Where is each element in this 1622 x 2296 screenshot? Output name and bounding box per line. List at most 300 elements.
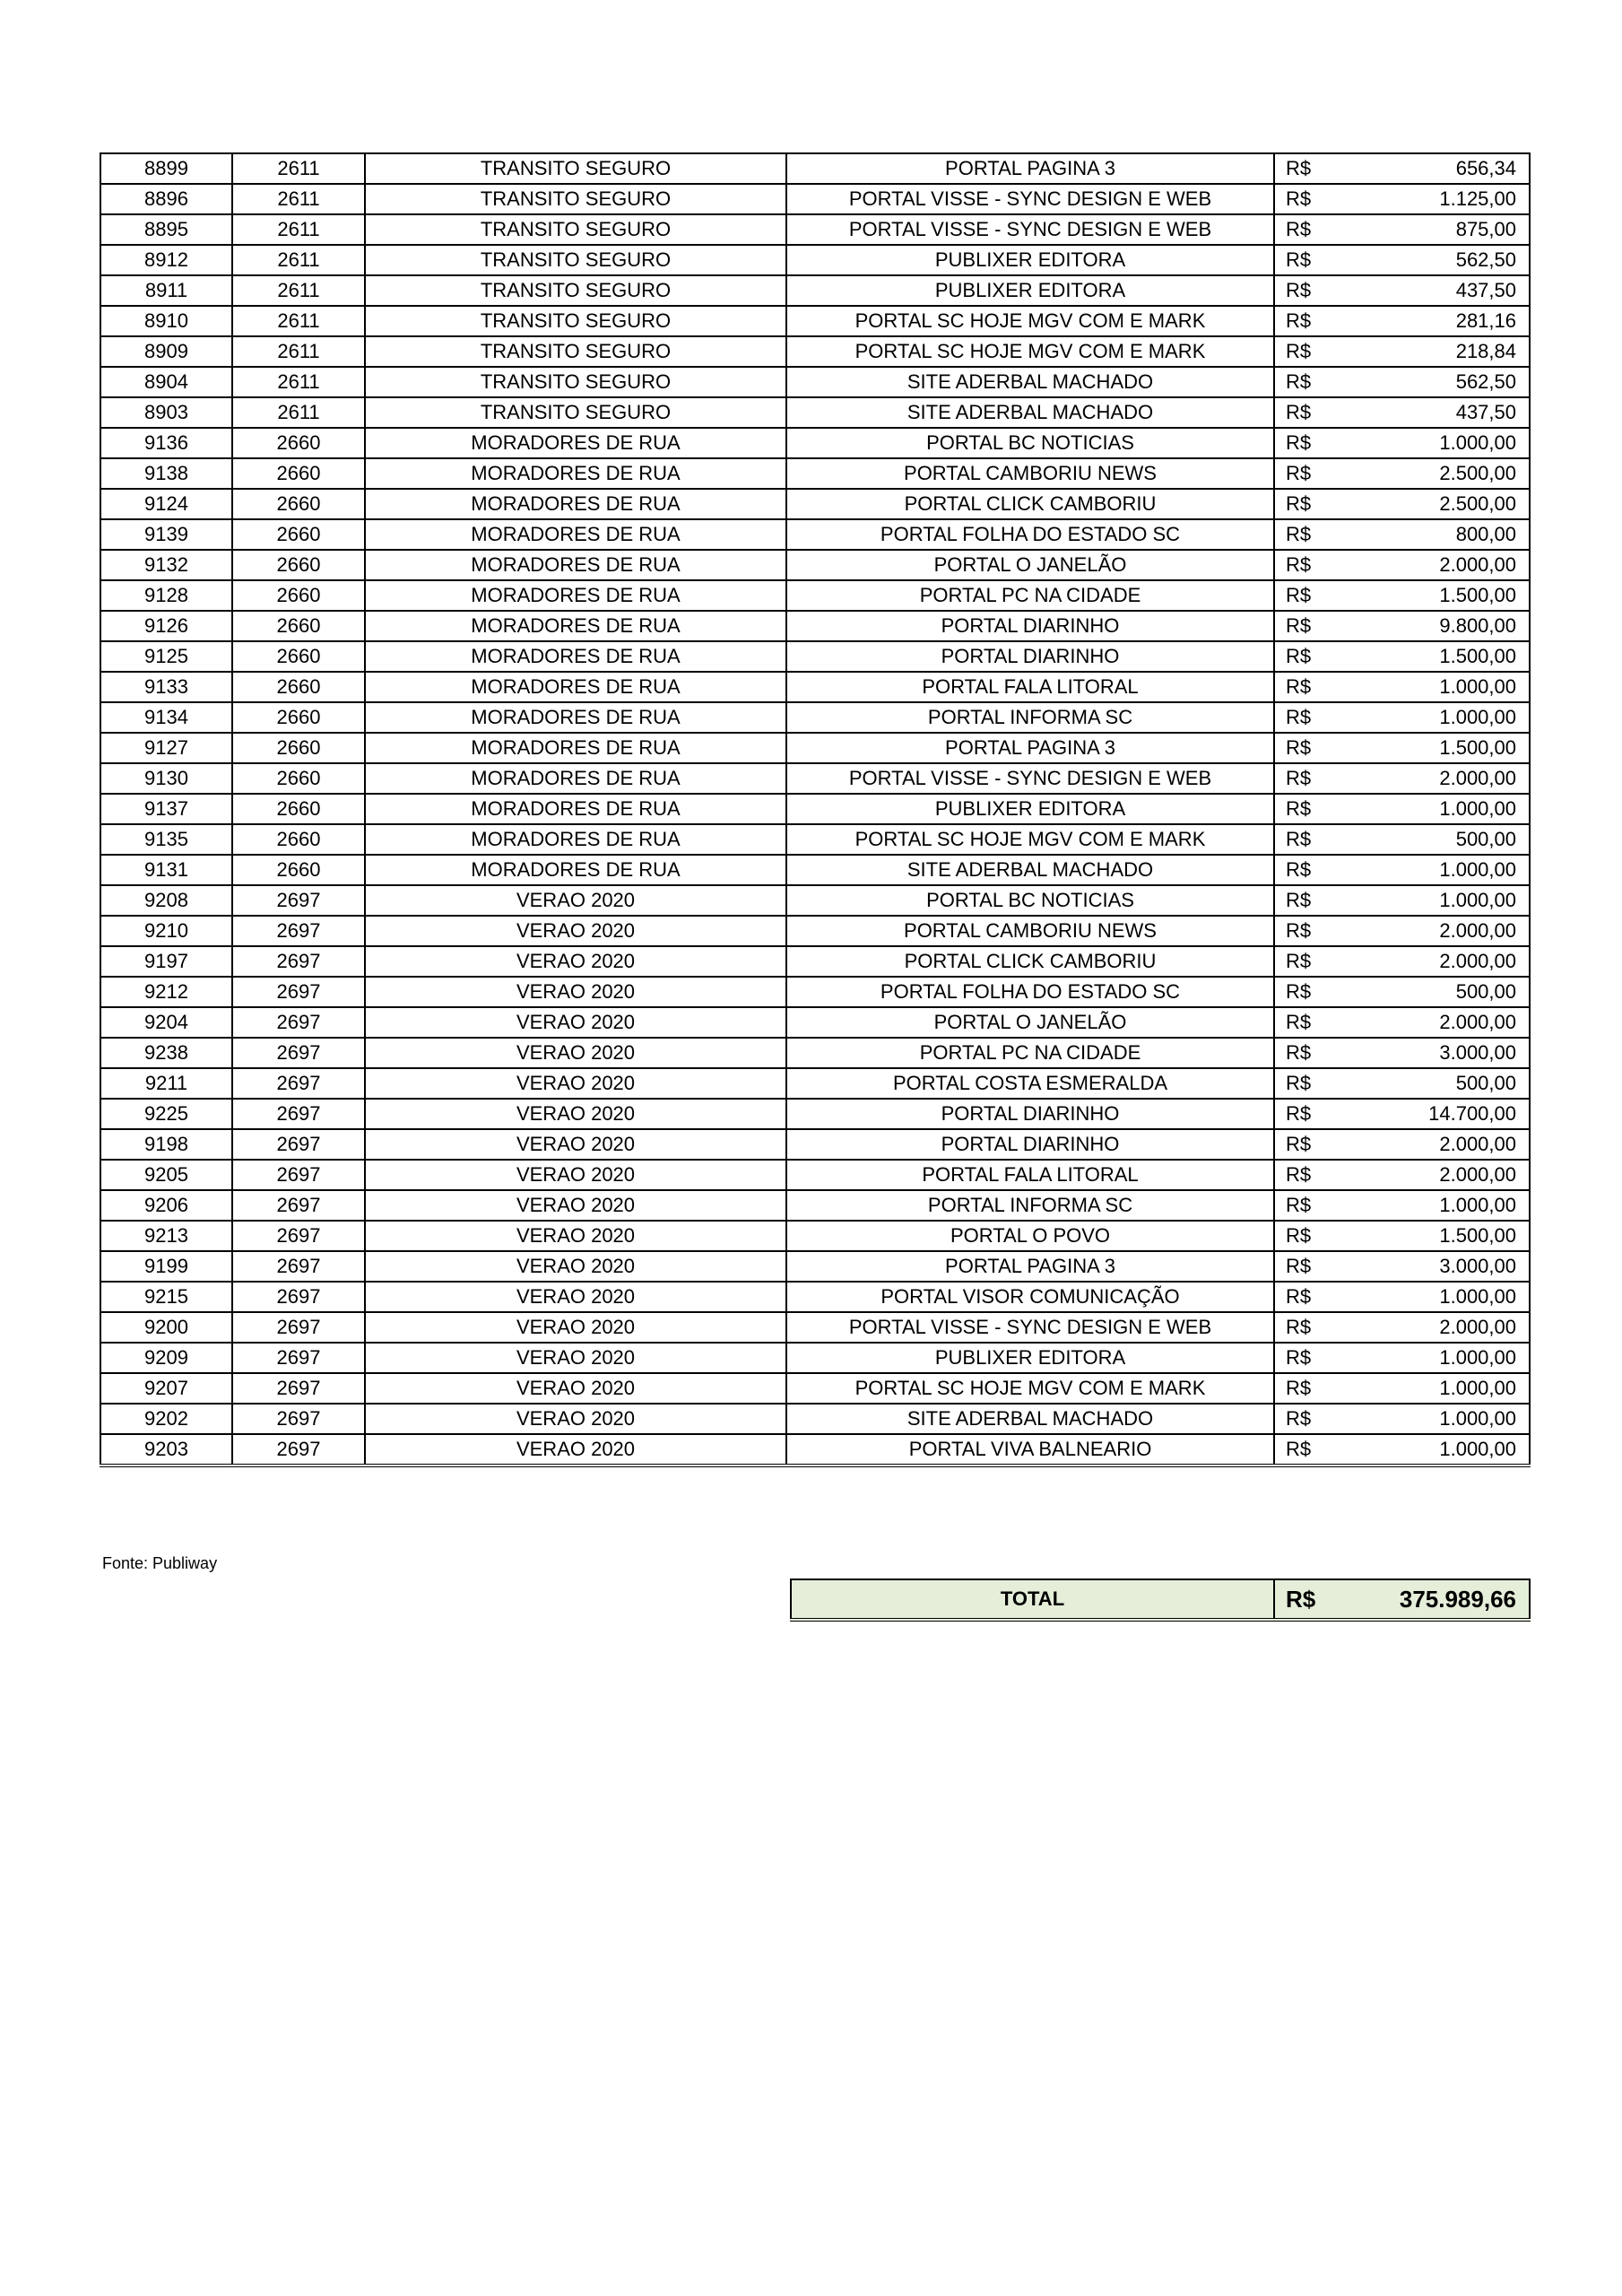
cell-id: 9198 <box>100 1129 232 1160</box>
cell-id: 8895 <box>100 214 232 245</box>
cell-code: 2660 <box>232 824 365 855</box>
total-amount: 375.989,66 <box>1350 1579 1530 1620</box>
table-row <box>100 1404 1530 1434</box>
cell-amount: 2.000,00 <box>1350 1129 1530 1160</box>
cell-currency: R$ <box>1274 824 1350 855</box>
cell-amount: 281,16 <box>1350 306 1530 336</box>
cell-vehicle: PORTAL FOLHA DO ESTADO SC <box>786 977 1274 1007</box>
cell-code: 2611 <box>232 153 365 184</box>
cell-amount: 218,84 <box>1350 336 1530 367</box>
cell-currency: R$ <box>1274 1343 1350 1373</box>
cell-code: 2611 <box>232 397 365 428</box>
cell-vehicle: PORTAL DIARINHO <box>786 1129 1274 1160</box>
total-row <box>791 1579 1530 1620</box>
cell-vehicle: PUBLIXER EDITORA <box>786 275 1274 306</box>
cell-id: 8910 <box>100 306 232 336</box>
table-row <box>100 824 1530 855</box>
cell-id: 9202 <box>100 1404 232 1434</box>
cell-campaign: TRANSITO SEGURO <box>365 153 786 184</box>
table-row <box>100 885 1530 916</box>
cell-vehicle: SITE ADERBAL MACHADO <box>786 397 1274 428</box>
cell-currency: R$ <box>1274 1404 1350 1434</box>
cell-campaign: VERAO 2020 <box>365 1129 786 1160</box>
cell-amount: 437,50 <box>1350 275 1530 306</box>
cell-amount: 1.000,00 <box>1350 1373 1530 1404</box>
table-row <box>100 428 1530 458</box>
cell-campaign: TRANSITO SEGURO <box>365 275 786 306</box>
cell-vehicle: PORTAL INFORMA SC <box>786 702 1274 733</box>
table-row <box>100 1099 1530 1129</box>
cell-amount: 1.500,00 <box>1350 580 1530 611</box>
cell-amount: 1.000,00 <box>1350 1190 1530 1221</box>
cell-code: 2660 <box>232 794 365 824</box>
cell-code: 2697 <box>232 977 365 1007</box>
table-row <box>100 1251 1530 1282</box>
cell-amount: 2.000,00 <box>1350 1160 1530 1190</box>
cell-amount: 1.000,00 <box>1350 1434 1530 1465</box>
cell-campaign: VERAO 2020 <box>365 1221 786 1251</box>
cell-id: 9204 <box>100 1007 232 1038</box>
cell-currency: R$ <box>1274 184 1350 214</box>
table-row <box>100 946 1530 977</box>
cell-code: 2697 <box>232 1282 365 1312</box>
cell-campaign: VERAO 2020 <box>365 1312 786 1343</box>
cell-campaign: TRANSITO SEGURO <box>365 214 786 245</box>
cell-vehicle: PORTAL CAMBORIU NEWS <box>786 916 1274 946</box>
cell-currency: R$ <box>1274 1160 1350 1190</box>
cell-vehicle: PORTAL O JANELÃO <box>786 550 1274 580</box>
table-row <box>100 336 1530 367</box>
cell-amount: 9.800,00 <box>1350 611 1530 641</box>
total-label: TOTAL <box>791 1579 1274 1620</box>
cell-amount: 2.500,00 <box>1350 489 1530 519</box>
cell-id: 9134 <box>100 702 232 733</box>
cell-code: 2660 <box>232 489 365 519</box>
cell-id: 8912 <box>100 245 232 275</box>
cell-amount: 1.500,00 <box>1350 641 1530 672</box>
cell-campaign: VERAO 2020 <box>365 1434 786 1465</box>
cell-code: 2660 <box>232 550 365 580</box>
cell-amount: 1.000,00 <box>1350 702 1530 733</box>
cell-amount: 2.000,00 <box>1350 1312 1530 1343</box>
cell-id: 8911 <box>100 275 232 306</box>
source-note: Fonte: Publiway <box>102 1554 218 1572</box>
cell-currency: R$ <box>1274 1434 1350 1465</box>
cell-currency: R$ <box>1274 1282 1350 1312</box>
cell-campaign: VERAO 2020 <box>365 1343 786 1373</box>
cell-currency: R$ <box>1274 1312 1350 1343</box>
cell-code: 2660 <box>232 855 365 885</box>
cell-currency: R$ <box>1274 367 1350 397</box>
cell-currency: R$ <box>1274 580 1350 611</box>
cell-code: 2611 <box>232 336 365 367</box>
cell-currency: R$ <box>1274 1251 1350 1282</box>
cell-id: 9210 <box>100 916 232 946</box>
table-row <box>100 1434 1530 1465</box>
cell-campaign: MORADORES DE RUA <box>365 580 786 611</box>
cell-campaign: VERAO 2020 <box>365 1282 786 1312</box>
cell-vehicle: PORTAL FALA LITORAL <box>786 672 1274 702</box>
cell-vehicle: PORTAL VISOR COMUNICAÇÃO <box>786 1282 1274 1312</box>
cell-campaign: MORADORES DE RUA <box>365 489 786 519</box>
cell-code: 2611 <box>232 306 365 336</box>
cell-vehicle: PORTAL BC NOTICIAS <box>786 885 1274 916</box>
cell-id: 9206 <box>100 1190 232 1221</box>
cell-code: 2660 <box>232 519 365 550</box>
cell-campaign: MORADORES DE RUA <box>365 702 786 733</box>
cell-campaign: MORADORES DE RUA <box>365 794 786 824</box>
cell-amount: 2.000,00 <box>1350 916 1530 946</box>
cell-campaign: MORADORES DE RUA <box>365 641 786 672</box>
cell-id: 9135 <box>100 824 232 855</box>
cell-currency: R$ <box>1274 336 1350 367</box>
cell-vehicle: PORTAL VIVA BALNEARIO <box>786 1434 1274 1465</box>
table-row <box>100 641 1530 672</box>
cell-currency: R$ <box>1274 977 1350 1007</box>
cell-id: 8909 <box>100 336 232 367</box>
cell-vehicle: PORTAL VISSE - SYNC DESIGN E WEB <box>786 184 1274 214</box>
cell-currency: R$ <box>1274 1221 1350 1251</box>
cell-campaign: MORADORES DE RUA <box>365 519 786 550</box>
cell-id: 9128 <box>100 580 232 611</box>
cell-amount: 1.000,00 <box>1350 672 1530 702</box>
cell-id: 9125 <box>100 641 232 672</box>
table-row <box>100 184 1530 214</box>
cell-amount: 1.000,00 <box>1350 1343 1530 1373</box>
cell-code: 2697 <box>232 1160 365 1190</box>
cell-campaign: VERAO 2020 <box>365 1160 786 1190</box>
table-row <box>100 1007 1530 1038</box>
cell-code: 2660 <box>232 580 365 611</box>
cell-currency: R$ <box>1274 794 1350 824</box>
cell-currency: R$ <box>1274 397 1350 428</box>
cell-id: 8903 <box>100 397 232 428</box>
cell-vehicle: PORTAL CAMBORIU NEWS <box>786 458 1274 489</box>
cell-code: 2697 <box>232 1404 365 1434</box>
cell-vehicle: PORTAL DIARINHO <box>786 1099 1274 1129</box>
table-row <box>100 306 1530 336</box>
cell-vehicle: PORTAL CLICK CAMBORIU <box>786 489 1274 519</box>
cell-id: 9208 <box>100 885 232 916</box>
cell-id: 9213 <box>100 1221 232 1251</box>
cell-code: 2697 <box>232 1221 365 1251</box>
cell-id: 9199 <box>100 1251 232 1282</box>
cell-amount: 2.000,00 <box>1350 1007 1530 1038</box>
cell-vehicle: PUBLIXER EDITORA <box>786 1343 1274 1373</box>
cell-currency: R$ <box>1274 672 1350 702</box>
cell-currency: R$ <box>1274 1373 1350 1404</box>
cell-amount: 500,00 <box>1350 824 1530 855</box>
cell-currency: R$ <box>1274 1190 1350 1221</box>
cell-code: 2697 <box>232 916 365 946</box>
table-row <box>100 580 1530 611</box>
cell-vehicle: PORTAL SC HOJE MGV COM E MARK <box>786 336 1274 367</box>
cell-id: 9215 <box>100 1282 232 1312</box>
cell-id: 9209 <box>100 1343 232 1373</box>
table-row <box>100 1343 1530 1373</box>
cell-vehicle: PORTAL COSTA ESMERALDA <box>786 1068 1274 1099</box>
total-table <box>790 1578 1531 1622</box>
cell-amount: 1.000,00 <box>1350 855 1530 885</box>
cell-code: 2697 <box>232 946 365 977</box>
cell-vehicle: PORTAL SC HOJE MGV COM E MARK <box>786 1373 1274 1404</box>
cell-id: 9136 <box>100 428 232 458</box>
table-row <box>100 672 1530 702</box>
cell-vehicle: PUBLIXER EDITORA <box>786 245 1274 275</box>
cell-code: 2697 <box>232 1038 365 1068</box>
cell-code: 2697 <box>232 1373 365 1404</box>
cell-amount: 2.000,00 <box>1350 946 1530 977</box>
cell-id: 8904 <box>100 367 232 397</box>
table-row <box>100 763 1530 794</box>
cell-id: 9205 <box>100 1160 232 1190</box>
cell-amount: 2.000,00 <box>1350 763 1530 794</box>
cell-vehicle: PORTAL PAGINA 3 <box>786 1251 1274 1282</box>
cell-code: 2697 <box>232 1099 365 1129</box>
cell-currency: R$ <box>1274 458 1350 489</box>
cell-id: 9238 <box>100 1038 232 1068</box>
cell-code: 2697 <box>232 885 365 916</box>
cell-currency: R$ <box>1274 214 1350 245</box>
cell-currency: R$ <box>1274 702 1350 733</box>
cell-currency: R$ <box>1274 763 1350 794</box>
cell-campaign: VERAO 2020 <box>365 1038 786 1068</box>
cell-code: 2697 <box>232 1190 365 1221</box>
table-row <box>100 611 1530 641</box>
cell-vehicle: PORTAL O POVO <box>786 1221 1274 1251</box>
cell-currency: R$ <box>1274 1099 1350 1129</box>
cell-campaign: TRANSITO SEGURO <box>365 306 786 336</box>
cell-id: 9131 <box>100 855 232 885</box>
table-row <box>100 458 1530 489</box>
cell-amount: 500,00 <box>1350 1068 1530 1099</box>
cell-currency: R$ <box>1274 641 1350 672</box>
cell-campaign: MORADORES DE RUA <box>365 550 786 580</box>
cell-campaign: TRANSITO SEGURO <box>365 367 786 397</box>
cell-code: 2660 <box>232 672 365 702</box>
cell-code: 2611 <box>232 245 365 275</box>
table-row <box>100 1038 1530 1068</box>
cell-vehicle: PORTAL VISSE - SYNC DESIGN E WEB <box>786 214 1274 245</box>
cell-vehicle: PORTAL BC NOTICIAS <box>786 428 1274 458</box>
table-row <box>100 214 1530 245</box>
cell-campaign: VERAO 2020 <box>365 885 786 916</box>
cell-campaign: MORADORES DE RUA <box>365 763 786 794</box>
cell-id: 9197 <box>100 946 232 977</box>
cell-code: 2660 <box>232 641 365 672</box>
cell-id: 9126 <box>100 611 232 641</box>
cell-campaign: MORADORES DE RUA <box>365 458 786 489</box>
cell-amount: 562,50 <box>1350 245 1530 275</box>
cell-currency: R$ <box>1274 885 1350 916</box>
cell-currency: R$ <box>1274 550 1350 580</box>
cell-amount: 562,50 <box>1350 367 1530 397</box>
cell-id: 9138 <box>100 458 232 489</box>
table-row <box>100 1190 1530 1221</box>
table-row <box>100 489 1530 519</box>
table-row <box>100 1160 1530 1190</box>
cell-vehicle: PORTAL CLICK CAMBORIU <box>786 946 1274 977</box>
cell-currency: R$ <box>1274 428 1350 458</box>
cell-code: 2697 <box>232 1129 365 1160</box>
table-row <box>100 733 1530 763</box>
table-row <box>100 1068 1530 1099</box>
cell-vehicle: PORTAL SC HOJE MGV COM E MARK <box>786 824 1274 855</box>
media-expense-table <box>100 152 1531 1467</box>
cell-campaign: MORADORES DE RUA <box>365 672 786 702</box>
cell-currency: R$ <box>1274 733 1350 763</box>
cell-amount: 437,50 <box>1350 397 1530 428</box>
cell-amount: 1.500,00 <box>1350 1221 1530 1251</box>
cell-currency: R$ <box>1274 306 1350 336</box>
cell-code: 2697 <box>232 1312 365 1343</box>
cell-code: 2697 <box>232 1343 365 1373</box>
cell-campaign: TRANSITO SEGURO <box>365 245 786 275</box>
table-row <box>100 153 1530 184</box>
cell-amount: 1.000,00 <box>1350 794 1530 824</box>
cell-id: 9225 <box>100 1099 232 1129</box>
cell-currency: R$ <box>1274 855 1350 885</box>
cell-campaign: VERAO 2020 <box>365 1251 786 1282</box>
cell-campaign: MORADORES DE RUA <box>365 733 786 763</box>
cell-code: 2660 <box>232 458 365 489</box>
cell-id: 9200 <box>100 1312 232 1343</box>
cell-id: 9127 <box>100 733 232 763</box>
cell-code: 2611 <box>232 275 365 306</box>
cell-code: 2697 <box>232 1007 365 1038</box>
cell-amount: 2.000,00 <box>1350 550 1530 580</box>
cell-id: 9211 <box>100 1068 232 1099</box>
cell-campaign: MORADORES DE RUA <box>365 824 786 855</box>
cell-vehicle: SITE ADERBAL MACHADO <box>786 1404 1274 1434</box>
table-row <box>100 855 1530 885</box>
cell-id: 9133 <box>100 672 232 702</box>
cell-code: 2660 <box>232 611 365 641</box>
table-row <box>100 794 1530 824</box>
cell-vehicle: PORTAL INFORMA SC <box>786 1190 1274 1221</box>
cell-amount: 14.700,00 <box>1350 1099 1530 1129</box>
cell-amount: 1.500,00 <box>1350 733 1530 763</box>
cell-id: 8899 <box>100 153 232 184</box>
cell-vehicle: PORTAL DIARINHO <box>786 611 1274 641</box>
cell-vehicle: PORTAL DIARINHO <box>786 641 1274 672</box>
cell-code: 2660 <box>232 763 365 794</box>
table-row <box>100 397 1530 428</box>
cell-vehicle: PORTAL FOLHA DO ESTADO SC <box>786 519 1274 550</box>
table-body <box>100 153 1530 1465</box>
cell-amount: 1.000,00 <box>1350 428 1530 458</box>
cell-id: 9124 <box>100 489 232 519</box>
cell-vehicle: PORTAL PAGINA 3 <box>786 733 1274 763</box>
cell-currency: R$ <box>1274 1068 1350 1099</box>
cell-vehicle: PORTAL PC NA CIDADE <box>786 580 1274 611</box>
cell-currency: R$ <box>1274 916 1350 946</box>
cell-vehicle: PUBLIXER EDITORA <box>786 794 1274 824</box>
cell-id: 9203 <box>100 1434 232 1465</box>
cell-amount: 1.000,00 <box>1350 885 1530 916</box>
cell-vehicle: PORTAL FALA LITORAL <box>786 1160 1274 1190</box>
cell-currency: R$ <box>1274 1129 1350 1160</box>
cell-code: 2697 <box>232 1068 365 1099</box>
table-row <box>100 245 1530 275</box>
table-row <box>100 916 1530 946</box>
table-row <box>100 1282 1530 1312</box>
cell-vehicle: PORTAL PC NA CIDADE <box>786 1038 1274 1068</box>
cell-vehicle: PORTAL O JANELÃO <box>786 1007 1274 1038</box>
cell-amount: 1.125,00 <box>1350 184 1530 214</box>
cell-currency: R$ <box>1274 946 1350 977</box>
cell-campaign: VERAO 2020 <box>365 1190 786 1221</box>
cell-currency: R$ <box>1274 1007 1350 1038</box>
cell-campaign: TRANSITO SEGURO <box>365 336 786 367</box>
cell-code: 2611 <box>232 214 365 245</box>
cell-currency: R$ <box>1274 489 1350 519</box>
cell-code: 2660 <box>232 428 365 458</box>
table-row <box>100 275 1530 306</box>
cell-amount: 875,00 <box>1350 214 1530 245</box>
cell-amount: 656,34 <box>1350 153 1530 184</box>
total-currency: R$ <box>1274 1579 1350 1620</box>
cell-code: 2697 <box>232 1434 365 1465</box>
cell-vehicle: SITE ADERBAL MACHADO <box>786 855 1274 885</box>
cell-campaign: TRANSITO SEGURO <box>365 184 786 214</box>
cell-code: 2697 <box>232 1251 365 1282</box>
cell-currency: R$ <box>1274 275 1350 306</box>
table-row <box>100 367 1530 397</box>
table-row <box>100 1221 1530 1251</box>
cell-id: 9139 <box>100 519 232 550</box>
cell-currency: R$ <box>1274 519 1350 550</box>
cell-campaign: VERAO 2020 <box>365 1099 786 1129</box>
cell-code: 2660 <box>232 702 365 733</box>
table-row <box>100 1129 1530 1160</box>
cell-id: 9137 <box>100 794 232 824</box>
cell-vehicle: PORTAL VISSE - SYNC DESIGN E WEB <box>786 763 1274 794</box>
cell-campaign: VERAO 2020 <box>365 1373 786 1404</box>
cell-code: 2611 <box>232 184 365 214</box>
cell-vehicle: SITE ADERBAL MACHADO <box>786 367 1274 397</box>
cell-amount: 1.000,00 <box>1350 1404 1530 1434</box>
cell-campaign: MORADORES DE RUA <box>365 611 786 641</box>
cell-campaign: VERAO 2020 <box>365 916 786 946</box>
cell-campaign: VERAO 2020 <box>365 1068 786 1099</box>
table-row <box>100 702 1530 733</box>
cell-campaign: VERAO 2020 <box>365 946 786 977</box>
cell-currency: R$ <box>1274 611 1350 641</box>
table-row <box>100 550 1530 580</box>
cell-currency: R$ <box>1274 1038 1350 1068</box>
cell-campaign: VERAO 2020 <box>365 1404 786 1434</box>
cell-amount: 2.500,00 <box>1350 458 1530 489</box>
cell-id: 8896 <box>100 184 232 214</box>
cell-vehicle: PORTAL SC HOJE MGV COM E MARK <box>786 306 1274 336</box>
cell-amount: 3.000,00 <box>1350 1038 1530 1068</box>
cell-campaign: VERAO 2020 <box>365 1007 786 1038</box>
table-row <box>100 977 1530 1007</box>
cell-amount: 3.000,00 <box>1350 1251 1530 1282</box>
cell-campaign: VERAO 2020 <box>365 977 786 1007</box>
table-row <box>100 519 1530 550</box>
cell-currency: R$ <box>1274 245 1350 275</box>
cell-currency: R$ <box>1274 153 1350 184</box>
cell-campaign: MORADORES DE RUA <box>365 428 786 458</box>
cell-id: 9132 <box>100 550 232 580</box>
cell-id: 9130 <box>100 763 232 794</box>
cell-id: 9212 <box>100 977 232 1007</box>
table-row <box>100 1373 1530 1404</box>
cell-campaign: TRANSITO SEGURO <box>365 397 786 428</box>
cell-campaign: MORADORES DE RUA <box>365 855 786 885</box>
